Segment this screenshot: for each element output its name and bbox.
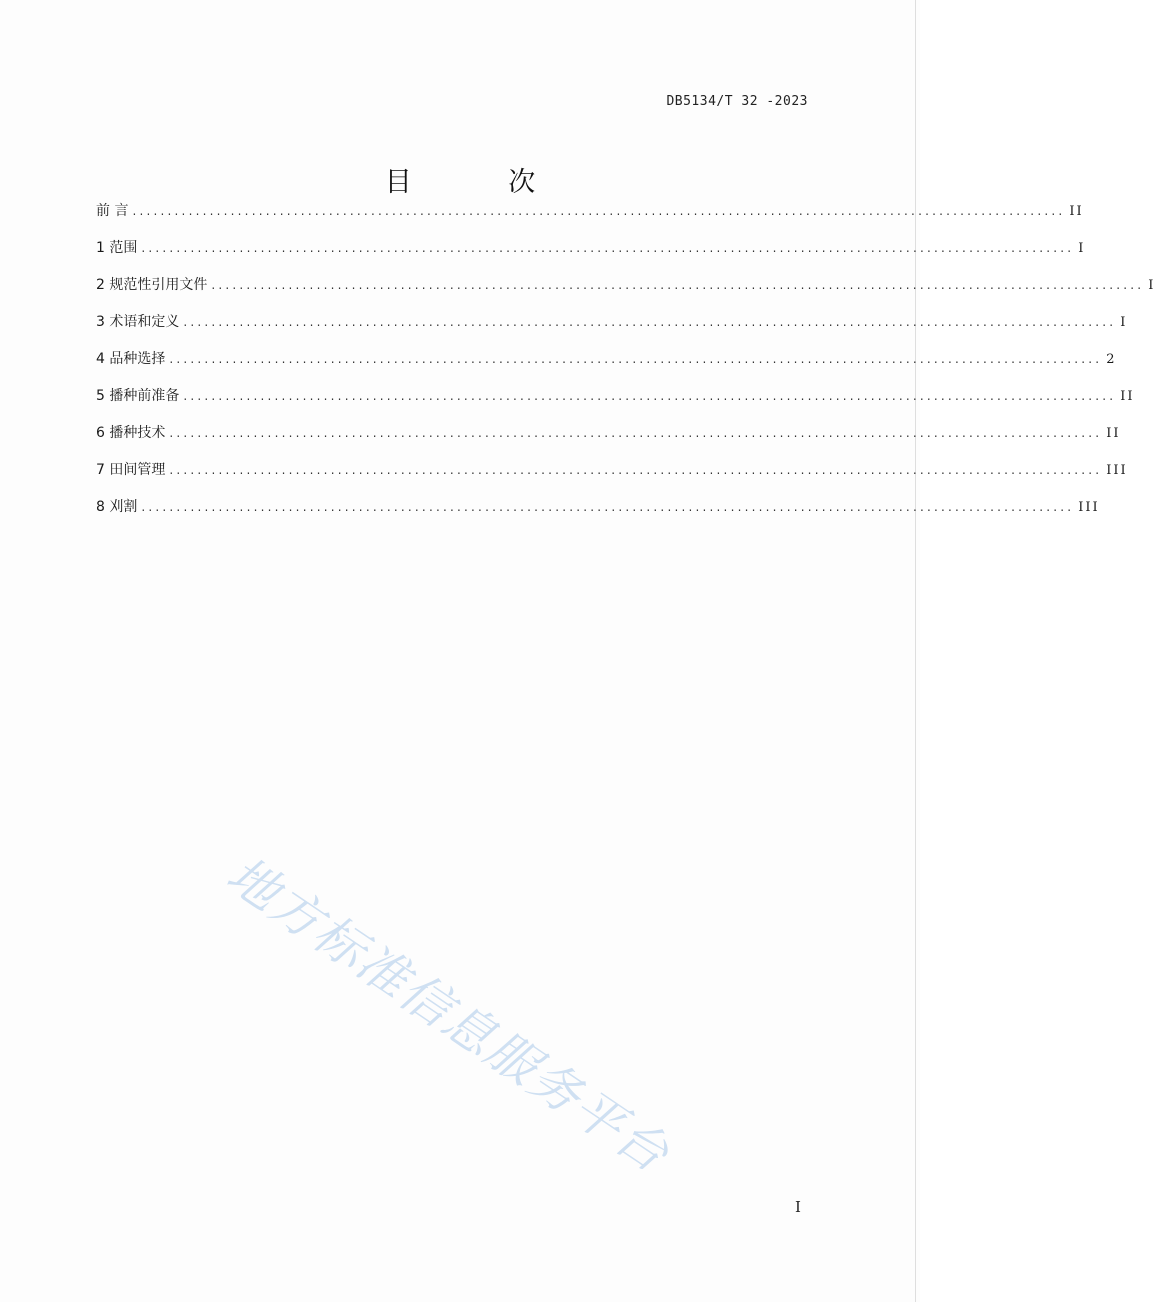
toc-entry-label: 2 规范性引用文件 [96,277,208,293]
toc-entry-label: 1 范围 [96,240,138,256]
toc-dot-leader: ..................................................................................................................................... [169,426,1103,440]
toc-dot-leader: ..................................................................................................................................... [132,204,1066,218]
toc-entry-page: III [1078,500,1100,515]
toc-dot-leader: ..................................................................................................................................... [169,352,1103,366]
toc-entry-page: I [1078,241,1086,256]
toc-entry-label: 5 播种前准备 [96,388,180,404]
toc-entry-page: 2 [1106,352,1117,367]
toc-dot-leader: ..................................................................................................................................... [169,463,1103,477]
toc-title: 目 次 [384,167,580,198]
toc-entry-page: III [1106,463,1128,478]
toc-entry-page: II [1069,204,1084,219]
toc-entry-variety-selection[interactable] [96,348,1117,385]
toc-entry-page: I [1120,315,1128,330]
toc-entry-page: II [1106,426,1121,441]
toc-entry-pre-sowing[interactable] [96,385,1135,422]
page-number: I [795,1198,801,1216]
toc-entry-sowing-technique[interactable] [96,422,1121,459]
toc-entry-label: 6 播种技术 [96,425,166,441]
toc-dot-leader: ..................................................................................................................................... [183,389,1117,403]
toc-entry-label: 前 言 [96,203,129,219]
toc-entry-terms[interactable] [96,311,1128,348]
toc-entry-foreword[interactable] [96,200,1084,237]
document-code: DB5134/T 32 -2023 [666,94,808,109]
watermark: 地方标准信息服务平台 [216,845,681,1185]
toc-dot-leader: ..................................................................................................................................... [141,500,1075,514]
toc-entry-label: 4 品种选择 [96,351,166,367]
toc-entry-page: I [1148,278,1155,293]
toc-dot-leader: ..................................................................................................................................... [183,315,1117,329]
toc-entry-label: 8 刈割 [96,499,138,515]
toc-entry-label: 7 田间管理 [96,462,166,478]
toc-entry-normative-references[interactable] [96,274,1155,311]
toc-entry-field-management[interactable] [96,459,1128,496]
toc-dot-leader: ..................................................................................................................................... [211,278,1145,292]
toc-entry-scope[interactable] [96,237,1086,274]
toc-entry-label: 3 术语和定义 [96,314,180,330]
toc-entry-page: II [1120,389,1135,404]
table-of-contents [96,200,1155,533]
toc-dot-leader: ..................................................................................................................................... [141,241,1075,255]
toc-entry-mowing[interactable] [96,496,1100,533]
